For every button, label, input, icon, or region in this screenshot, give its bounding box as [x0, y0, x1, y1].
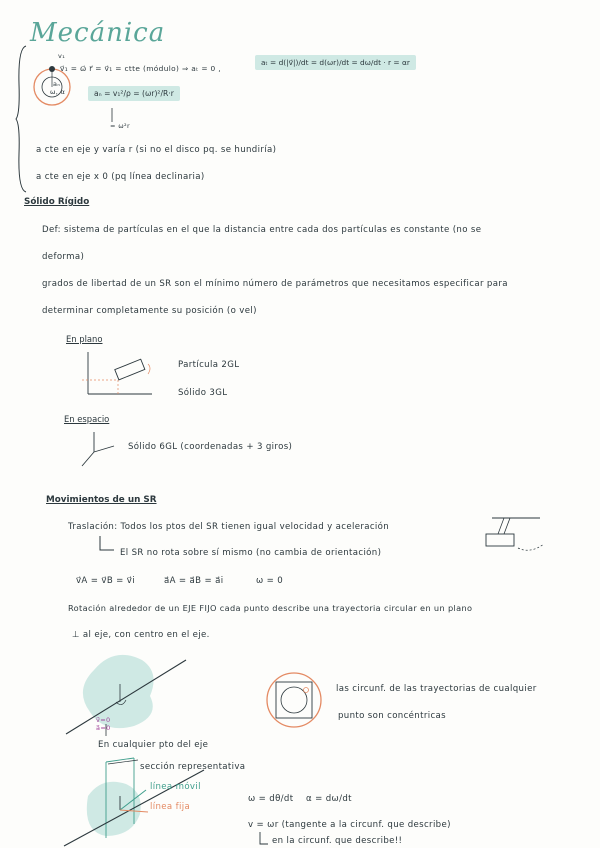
translation-figure	[484, 514, 564, 560]
grados-line2: determinar completamente su posición (o vel)	[42, 306, 257, 316]
linea-movil-label: línea móvil	[150, 782, 201, 792]
plano-particula: Partícula 2GL	[178, 360, 240, 370]
subheading-en-plano: En plano	[66, 334, 103, 344]
subheading-en-espacio: En espacio	[64, 414, 110, 424]
omega-eq: ω = dθ/dt	[248, 794, 294, 804]
rotation-axis-figure	[64, 650, 204, 740]
v-line1: v = ωr (tangente a la circunf. que describe)	[248, 820, 451, 830]
rotacion-line1: Rotación alrededor de un EJE FIJO cada punto describe una trayectoria circular en un plano	[68, 603, 473, 613]
top-line1: v⃗₁ = ω⃗ r⃗ = v⃗₁ = ctte (módulo) ⇒ aₜ = 0 ,	[60, 64, 222, 73]
eq-omega: ω = 0	[256, 576, 284, 586]
concentric-figure	[264, 670, 326, 732]
eq-aceleracion: a⃗A = a⃗B = a⃗i	[164, 576, 224, 586]
tangential-accel-box: aₜ = d(|v⃗|)/dt = d(ωr)/dt = dω/dt · r = αr	[255, 55, 416, 70]
fig-label-v: v⃗=0	[96, 716, 111, 724]
rotacion-line2: ⊥ al eje, con centro en el eje.	[72, 630, 210, 640]
space-axes-figure	[74, 428, 124, 470]
grados-line1: grados de libertad de un SR son el mínimo número de parámetros que necesitamos especificar para	[42, 279, 508, 289]
label-omega-alpha: ω, α	[50, 88, 66, 96]
traslacion-bracket	[98, 536, 118, 556]
en-cualquier-pto: En cualquier pto del eje	[98, 740, 209, 750]
def-line2: deforma)	[42, 252, 85, 262]
alpha-eq: α = dω/dt	[306, 794, 352, 804]
circ-line2: punto son concéntricas	[338, 711, 446, 721]
normal-accel-box: aₙ = v₁²/ρ = (ωr)²/R·r	[88, 86, 180, 101]
section-solido-rigido: Sólido Rígido	[24, 197, 90, 207]
traslacion-line2: El SR no rota sobre sí mismo (no cambia de orientación)	[120, 548, 382, 558]
v-line2: en la circunf. que describe!!	[272, 836, 403, 846]
def-line1: Def: sistema de partículas en el que la distancia entre cada dos partículas es constante (no se	[42, 225, 482, 235]
seccion-label: sección representativa	[140, 762, 246, 772]
eq-velocidad: v⃗A = v⃗B = v⃗i	[76, 576, 135, 586]
circ-line1: las circunf. de las trayectorias de cualquier	[336, 684, 537, 694]
fig-label-a: a⃗=0	[96, 724, 111, 732]
page-title: Mecánica	[30, 18, 166, 48]
label-an: aₙ	[53, 80, 61, 88]
plane-axes-figure	[78, 350, 158, 400]
v-bracket	[258, 832, 272, 848]
plano-solido: Sólido 3GL	[178, 388, 228, 398]
arrow-note: = ω²r	[110, 122, 130, 130]
eje-x-note: a cte en eje x 0 (pq línea declinaria)	[36, 172, 205, 182]
label-v1: v₁	[58, 52, 66, 60]
linea-fija-label: línea fija	[150, 802, 191, 812]
eje-y-note: a cte en eje y varía r (si no el disco pq. se hundiría)	[36, 145, 277, 155]
espacio-solido: Sólido 6GL (coordenadas + 3 giros)	[128, 442, 293, 452]
traslacion-line1: Traslación: Todos los ptos del SR tienen igual velocidad y aceleración	[68, 522, 390, 532]
section-movimientos: Movimientos de un SR	[46, 495, 157, 505]
